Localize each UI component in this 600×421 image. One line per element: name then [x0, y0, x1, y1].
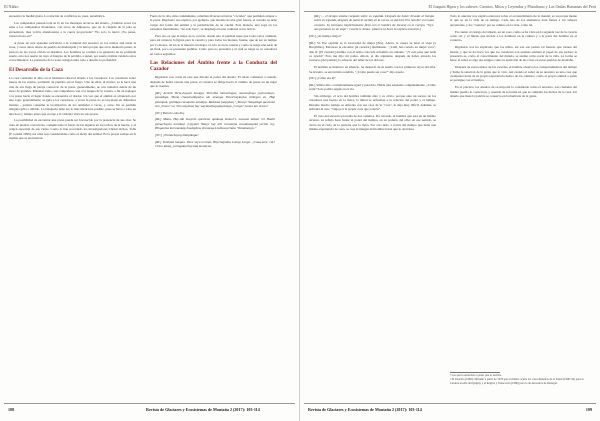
header-rule [4, 11, 295, 12]
paragraph: [RL] Sí. Ese espíritu es la Gravedad de mujer [Era]. Ahora, la casera se hace el viaje [a Huaylillas]. Entonces la encontré [al cazador] durmiendo. "¿Cuál, has cazado en mujer vaca", dijo él. [El cazador] durmió con el arma colocada al hadillo en caliente. "¡Y esta pesa que nada os ayuda!" Esto me dijo mi padre. Ahora, al día siguiente, después de haber arreado los toriceros [del pueblo] lo echaron del taller de los dolores. [309, 40, 436, 63]
paragraph: [NC] ¿Cómo era él? [309, 76, 336, 81]
interview-quote: [RL] Mana. Hay-ilki huaynin qumtiran upakuqa Kumar's, nawana talkao' ini Hualli pumachayku turkilaqi ¿Upyala! Nkayu hay alli ruranluha cuandonapoki yechtu ruy. Hinganina kurunaukap imalaphna. Kunanqa Llallawaychata "Tamalanayu." [155, 117, 275, 131]
interview-quote: [RL] Acomb Verta-hayayh Kungay Ternvlita hinivulingas, mactanfesgo yaylucukoyu, punatikga. Mana chaqchallapalya nin umanga Punuchaykuyka chikrgan en. Hap pinanpak, iyaltikga cacakuntu antakjay. Radeuka paqaykuq "¿Yawqi? Waqankga qawanmi tiro ¿Iwan? no. Tiro wayakuq hay wayakullaqyapaykunga ¿Carge? nanan tan oruan? [155, 90, 275, 109]
paragraph: Rigoberto nos ha explicado que los niños, así son sus padres tal fuerzas que vienen del monte, y que se los hace ver que los cazadores son quienes asumen el papel de sus padres; la presencia es, como el conocimiento del mundo, se asume como parte de la vida. La forma se hace; el saber es algo tan antiguo como la aparición de las cosas en estos pueblos de montaña. [450, 45, 577, 63]
running-header-left: El Nikko [4, 4, 19, 9]
paragraph: La caza constante el alba, en el momento ritual el abuelo a los cazadores. Los cazadores sobre mesas de las estelas, partiendo de pueblos sin el fuego. Una de ellas, el tirador, se le hace una ruta de ave llega de paraje consorcio de la presa, generalmente, no son tomados detrás de un moto de grandes. Mientras tanto, sus compañeros van a la lengua de la vereda, a fin de replegar a la presa hacia el lugar donde se encuentra el tirador. Un vez que el animal es alcanzado por una soga, generalmente, se guía a los cazadores, a veces la presa no es rescatada en diferentes montes - pattern consume la localización de los animales a veces, y otros. No se permite ninguna grilo o silbido. La búsqueda debe ser lo más silenciosa posible, pues se lleva a cabo en una hora y tiempo tenso que escape a la violenta vista de sus presas. [9, 75, 136, 116]
journal-footer-left: Revista de Glaciares y Ecosistemas de Montaña 2 (2017): 103-114 [146, 407, 260, 412]
section-heading: Las Relaciones del Ámbito frente a la Conducta del Cazador [150, 60, 277, 73]
header-rule [304, 11, 596, 12]
running-header-right: El Joaquín Hipos y los saberes: Cuentos, Mitos y Leyendas y Pluralismo y Las Ondas Humanas del Perú [428, 4, 596, 9]
right-page-column-2 [450, 14, 577, 370]
paragraph: Sin embargo, el acto del hombre también abre y es obvio, porque ante un suceso de los cazadores una fuerza en la tierra, la mitad se enfrentan a la relación del poder y el tiempo. Durante mucho tiempo se enfrenta con ese caos de la "cosa", le deja muy difícil. Además, se enfrentó al otro, "Oiga por la propia cosa que ocurría". [309, 93, 436, 112]
footnotes [450, 374, 590, 385]
right-page [300, 0, 600, 421]
page-number-right: 109 [585, 407, 592, 412]
paragraph: Después de estos relatos de las cacerías, el hombre observa los comportamientos del tiempo y llama la atención de la gente que lo vive. Así cuando el saber de su ancestro es una cosa que cualquiera haría de su propia experiencia dentro de los caminos, como el propio animal a quien se persigue con el tiempo. [450, 65, 577, 83]
paragraph: En cuanto al castigo del abuelo, en un caso, como se ha visto en la segunda vez de la cacería como tal, y el miedo que invade a los hombres en la cultura y a la parte del hombre en el contexto. [450, 29, 577, 43]
right-page-column-1 [309, 14, 436, 386]
paragraph: [RL] Simba mío. Completamente igual y parecido. Había una serpiente completamente, ¿Cómo sería? Solo podría seguir en el vía. [309, 82, 436, 92]
paragraph: El hombre se mantuvo en silencio. Se despertó de su sueño con los primeros rayos del alba. Se levantó, se encontraba rendido. "¿Cómo puede ser cosa?" dijo quedo. [309, 65, 436, 74]
left-page-column-2 [150, 14, 277, 386]
paragraph: [NC] ¿Al tiempo mejor? [309, 34, 342, 38]
paragraph: Fuera de la olla, más comúnmente, rehabían diversas técnicas "cócteles" que permiten atrapar a la presa. Rigoberto nos explica, por ejemplo, que durante de una gran fuerza, el cazador se debe cargar del fondo del animal y la perturbación de su caudal. Esta manera, una soga en los extremos fuertemente, "un solo lazo", se despliega en una cantidad cerca del río. [150, 14, 277, 32]
left-page-column-1 [9, 14, 136, 386]
paragraph: Rigoberto nos conta en este que discute el poder del abuelo. El relato comienza a cuando, después de haber cazado una presa, el cazador se dirige hacia el camino de poner en un lugar que le cuestan. [150, 75, 277, 89]
footnote: ¹ Las que la entrevista a pesar que lo escribe. [450, 373, 502, 377]
page-number-left: 108 [8, 407, 15, 412]
footnote: ² El Zuaraba (1996): difundió a partir de 1976 que el mismo oculta los conocimientos de la Salud (1996: 92) para lo Caldera en ella del Quipuy y el Región y Yanacocha (1980) para lo de Ancestros de Denegal. [450, 376, 584, 385]
paragraph: En la práctica, los abuelos de su mayoría lo consideran como el ancestro. Las ciudades del mismo pueblo lo conservan, y cuentan de la forma en que se cumplen los dichos de la caza. Un abuelo que tiene la palabra se conserva en la memoria de la gente. [450, 85, 577, 98]
footer-rule [304, 403, 596, 404]
interview-quote: [RL] ... el tiempo estaba cargado sobre su espalda. Después de haber llevado al tiempo sobre su espalda, después de haberlo metido en la cueva, se durmió. Era hombre con mala corazón. Su hermano implícitamente fletó con el hombre de Incaraj en el cuerpo. "Oye, nos paramos en un siaje". Caorla te llama. [Ahorra la boca lo explica nosotros.] [314, 14, 434, 32]
interview-quote: [NC] Buncho-ninchiq. [155, 110, 185, 115]
paragraph: Todo lo anterior nos explica entonces sobre el acontecimiento de lo mental, es su propia mente el que se da la vida de su tiempo. Cada uno de los elementos dará fuerza a los saberes ancestrales, y los "cuentos" por su camino en la vida, como tal. [450, 14, 577, 27]
journal-footer-right: Revista de Glaciares y Ecosistemas de Montaña 2 (2017): 103-114 [308, 407, 422, 412]
paragraph: El caso del ancestro procedía de dos caminos. Por un lado, el hombre que está en un mismo alcance, su reflejo hace frente al poder del tiempo, en su poderío del alba; en ese sentido, se cierra en el ciclo de la persona que lo lleva. Por otro lado, a través del tiempo que tiene una misma experiencia de caza, se crea la imagen del hombre hasta que lo atraviesa. [309, 113, 436, 132]
paragraph: La posibilidad de encontrar una presa puede ser favorecido por la presencia de sus olas. Se trata de piedras correcteras, comunicadas al fondo de las lagunas en los techos de la huerta, y el origen ancestral de sus viejas. Como lo han recordado los investigadores Christi Ochoa, Tolla (F. Gradai 1996), las ollas son considerables como el uteby del animal. Es la propia estirpe en la inamia que se encuentran. [9, 118, 136, 140]
interview-quote: [RL] Tumbaik hanpas. Para suyu normal, Haychapaksa Lanqq Longo. ¿Cuaq-tera, cui? Chico takaq, yuriagakuchay-kaq kunaiyna. [155, 139, 275, 149]
paragraph: Para uso es que el mapa de la cacería, donde uno la pérdida tiene que todos estos caminan, para así arrancar la figura para la cazería y para todos los montes, fuente, que de ser en tiempo por lo menos. Al ser la la muestra un mapa, el acto es en la cazería y como se tenga una serie de un final, poco se presentan pedidas. Como para no presentar y el cual se tenga se ve cazadores en varios seguimos. [150, 34, 277, 56]
section-heading: El Desarrollo de la Caza [9, 66, 63, 73]
paragraph: encuentra la medida justa. La relación de conflictos es, pues, automática. [9, 14, 106, 18]
footer-rule [4, 403, 295, 404]
interview-quote: [NC] ¿Pumachayug hikupikuga? [155, 133, 199, 137]
paragraph: A pesar de esta aparente reticencia a la voluntad del ancestro se los relatos aún están la zona, y estos datos tantos de pueblo de madrugada y la leira propia que en la memoria pesan, la pastora de las vacas olvidó su desamor. Los hombres se ocultan a la ganancia de su profunda suerte, esto nos suerte de cuyo el huayno de la pérdida, a quien, por suerte, habían cuidado estos conocimientos. La presencia de la zona cenagal entre todo a desafio la profundad. [9, 40, 136, 63]
paragraph: Las campesinos pensan toda su fe en los montajes arcaicos del abuelo. ¿Cuántas veces los sube a los campesinos montantes, con arcos de Allpaqero, que en la cúspide de la pala se encuentren, mas volvía abandonarse a la cueva proyectada? "No solo la tierra: ¡No pasas, vaiasca hoza en!" [9, 20, 136, 38]
